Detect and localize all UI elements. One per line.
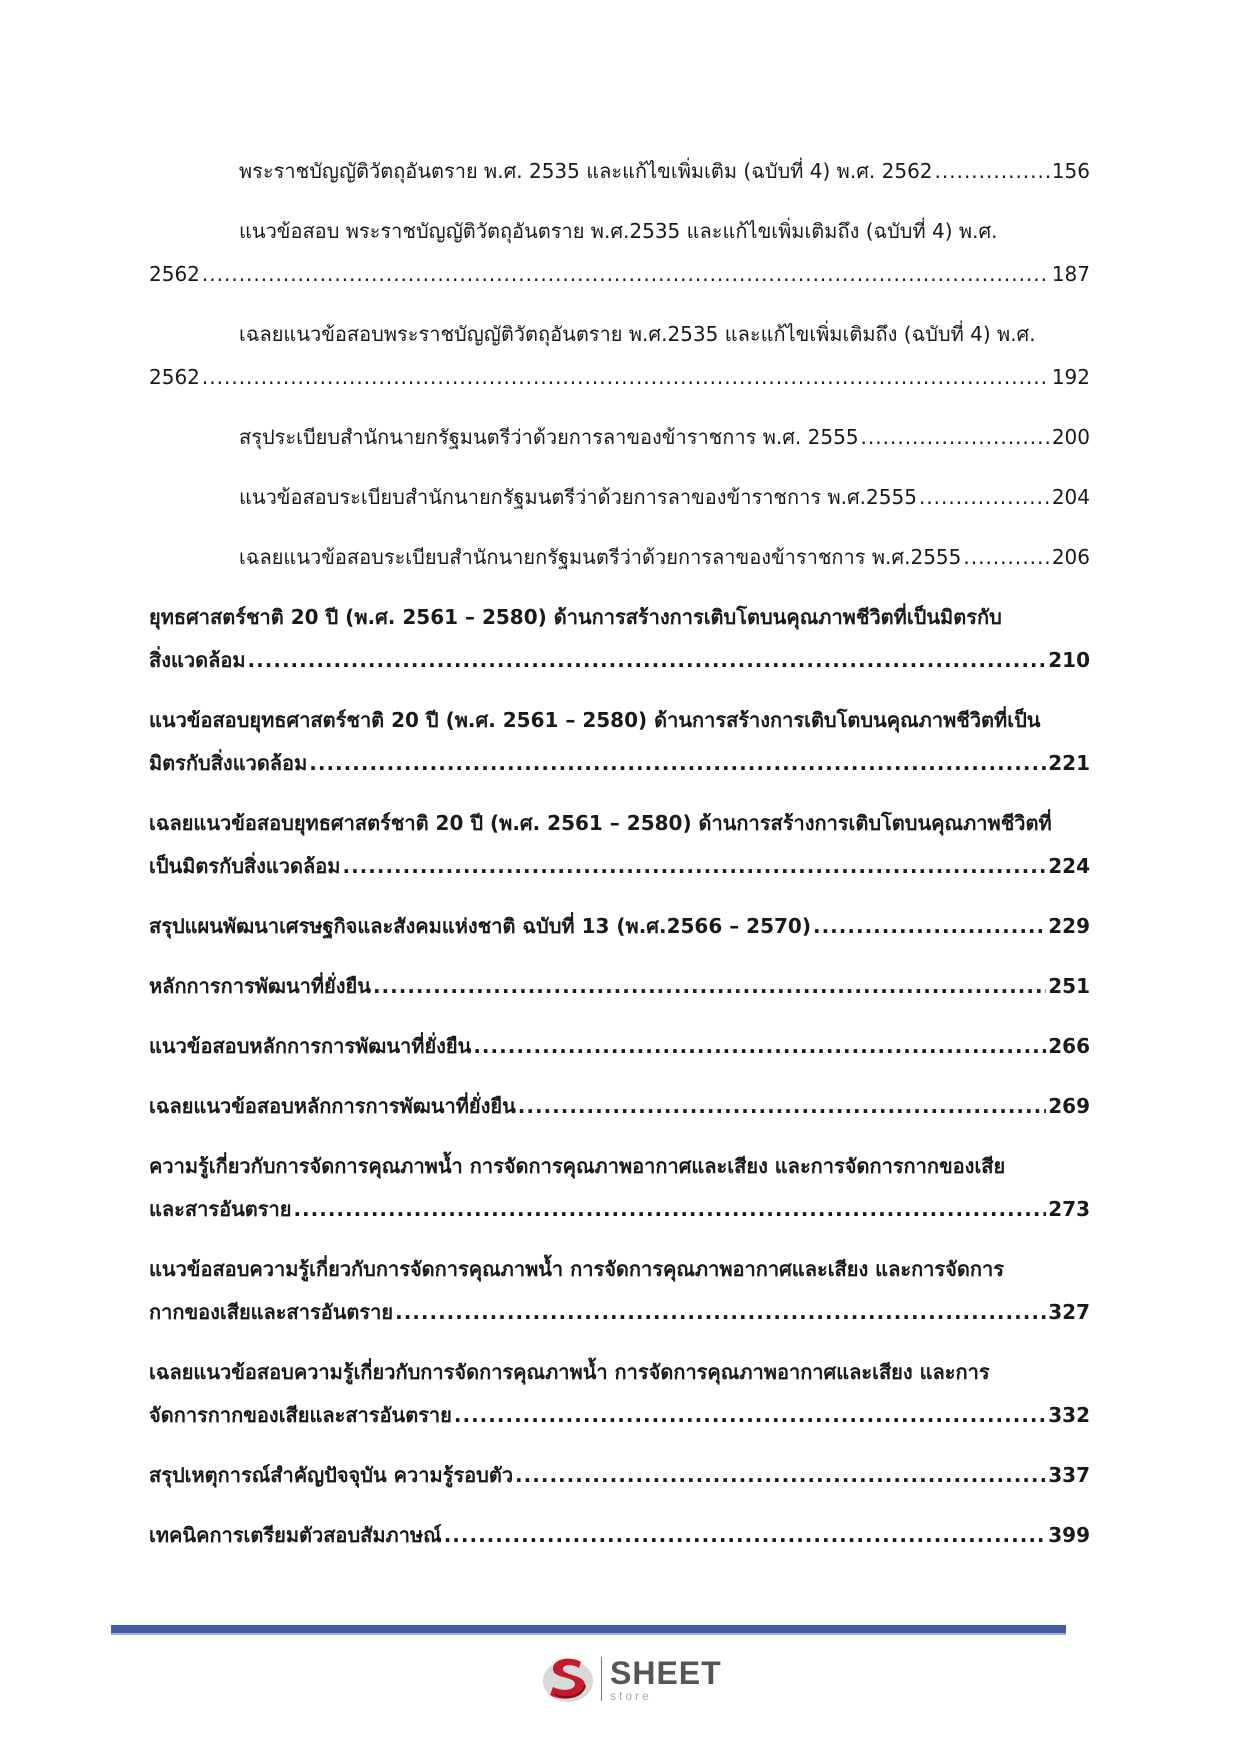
logo-separator [601,1657,602,1701]
toc-entry[interactable] [149,965,1090,1008]
toc-entry-title-line: และสารอันตราย [149,1197,292,1221]
toc-entry[interactable] [149,416,1090,459]
toc-entry-title-line: 2562 [149,262,200,286]
toc-entry-title-line: เทคนิคการเตรียมตัวสอบสัมภาษณ์ [149,1523,442,1547]
toc-entry-title-line: หลักการการพัฒนาที่ยั่งยืน [149,974,371,998]
toc-entry-title-line: มิตรกับสิ่งแวดล้อม [149,751,308,775]
dot-leader [515,1454,1046,1497]
toc-entry[interactable] [149,1085,1090,1128]
dot-leader [248,639,1047,682]
toc-entry[interactable] [149,476,1090,519]
toc-entry[interactable] [149,1454,1090,1497]
dot-leader [454,1394,1046,1437]
toc-page-number: 187 [1051,262,1090,286]
dot-leader [935,150,1050,193]
toc-page-number: 273 [1048,1197,1090,1221]
toc-page-number: 269 [1048,1094,1090,1118]
toc-entry[interactable] [149,1351,1090,1437]
toc-entry-title-line: จัดการกากของเสียและสารอันตราย [149,1403,452,1427]
toc-entry[interactable] [149,150,1090,193]
toc-entry-title-line: 2562 [149,365,200,389]
toc-entry-title-line: แนวข้อสอบความรู้เกี่ยวกับการจัดการคุณภาพน้ำ การจัดการคุณภาพอากาศและเสียง และการจัดการ [149,1257,1004,1281]
dot-leader [861,416,1050,459]
toc-page-number: 337 [1048,1463,1090,1487]
toc-entry[interactable] [149,1025,1090,1068]
toc-entry-title-line: สรุประเบียบสำนักนายกรัฐมนตรีว่าด้วยการลาของข้าราชการ พ.ศ. 2555 [239,425,859,449]
toc-entry-title-line: สรุปเหตุการณ์สำคัญปัจจุบัน ความรู้รอบตัว [149,1463,514,1487]
toc-entry[interactable] [149,1145,1090,1231]
toc-entry-title-line: สรุปแผนพัฒนาเศรษฐกิจและสังคมแห่งชาติ ฉบับที่ 13 (พ.ศ.2566 – 2570) [149,914,811,938]
toc-entry[interactable] [149,802,1090,888]
toc-page-number: 192 [1051,365,1090,389]
toc-page-number: 204 [1051,485,1090,509]
toc-entry-title-line: แนวข้อสอบ พระราชบัญญัติวัตถุอันตราย พ.ศ.2535 และแก้ไขเพิ่มเติมถึง (ฉบับที่ 4) พ.ศ. [239,219,998,243]
toc-page-number: 327 [1048,1300,1090,1324]
toc-page-number: 156 [1051,159,1090,183]
toc-entry-title-line: เฉลยแนวข้อสอบหลักการการพัฒนาที่ยั่งยืน [149,1094,516,1118]
logo-subword: store [610,1688,652,1703]
toc-entry[interactable] [149,210,1090,296]
dot-leader [342,845,1046,888]
toc-page-number: 332 [1048,1403,1090,1427]
toc-entry-title-line: สิ่งแวดล้อม [149,648,246,672]
toc-entry[interactable] [149,1514,1090,1557]
dot-leader [395,1291,1046,1334]
toc-entry-title-line: แนวข้อสอบหลักการการพัฒนาที่ยั่งยืน [149,1034,472,1058]
toc-entry-title-line: แนวข้อสอบยุทธศาสตร์ชาติ 20 ปี (พ.ศ. 2561 – 2580) ด้านการสร้างการเติบโตบนคุณภาพชีวิตที่เป็น [149,708,1041,732]
dot-leader [919,476,1050,519]
toc-entry-title-line: เป็นมิตรกับสิ่งแวดล้อม [149,854,341,878]
logo-word: SHEET [610,1654,722,1691]
toc-entry-title-line: เฉลยแนวข้อสอบพระราชบัญญัติวัตถุอันตราย พ.ศ.2535 และแก้ไขเพิ่มเติมถึง (ฉบับที่ 4) พ.ศ. [239,322,1036,346]
toc-page-number: 229 [1048,914,1090,938]
toc-page-number: 210 [1048,648,1090,672]
toc-entry-title-line: พระราชบัญญัติวัตถุอันตราย พ.ศ. 2535 และแก้ไขเพิ่มเติม (ฉบับที่ 4) พ.ศ. 2562 [239,159,933,183]
dot-leader [202,253,1050,296]
dot-leader [963,536,1049,579]
dot-leader [309,742,1046,785]
toc-entry-title-line: เฉลยแนวข้อสอบระเบียบสำนักนายกรัฐมนตรีว่าด้วยการลาของข้าราชการ พ.ศ.2555 [239,545,962,569]
dot-leader [518,1085,1047,1128]
table-of-contents [149,150,1090,1574]
dot-leader [202,356,1050,399]
toc-page-number: 266 [1048,1034,1090,1058]
toc-entry[interactable] [149,699,1090,785]
toc-page-number: 206 [1051,545,1090,569]
toc-entry[interactable] [149,313,1090,399]
toc-entry[interactable] [149,536,1090,579]
toc-page-number: 224 [1048,854,1090,878]
sheet-store-logo [541,1651,722,1707]
toc-entry-title-line: เฉลยแนวข้อสอบความรู้เกี่ยวกับการจัดการคุณภาพน้ำ การจัดการคุณภาพอากาศและเสียง และการ [149,1360,990,1384]
toc-entry-title-line: ยุทธศาสตร์ชาติ 20 ปี (พ.ศ. 2561 – 2580) ด้านการสร้างการเติบโตบนคุณภาพชีวิตที่เป็นมิตรกับ [149,605,1002,629]
dot-leader [373,965,1046,1008]
toc-entry-title-line: ความรู้เกี่ยวกับการจัดการคุณภาพน้ำ การจัดการคุณภาพอากาศและเสียง และการจัดการกากของเสีย [149,1154,1006,1178]
toc-page-number: 200 [1051,425,1090,449]
sheet-store-s-logo-icon [541,1652,595,1706]
dot-leader [473,1025,1046,1068]
toc-entry-title-line: แนวข้อสอบระเบียบสำนักนายกรัฐมนตรีว่าด้วยการลาของข้าราชการ พ.ศ.2555 [239,485,917,509]
toc-page-number: 221 [1048,751,1090,775]
toc-entry-title-line: กากของเสียและสารอันตราย [149,1300,394,1324]
toc-entry[interactable] [149,596,1090,682]
toc-entry[interactable] [149,1248,1090,1334]
toc-page-number: 251 [1048,974,1090,998]
toc-entry[interactable] [149,905,1090,948]
toc-page-number: 399 [1048,1523,1090,1547]
footer-divider [111,1625,1066,1633]
dot-leader [813,905,1046,948]
dot-leader [444,1514,1047,1557]
toc-entry-title-line: เฉลยแนวข้อสอบยุทธศาสตร์ชาติ 20 ปี (พ.ศ. 2561 – 2580) ด้านการสร้างการเติบโตบนคุณภาพชีวิตที่ [149,811,1052,835]
logo-wordmark [610,1654,722,1703]
dot-leader [293,1188,1046,1231]
